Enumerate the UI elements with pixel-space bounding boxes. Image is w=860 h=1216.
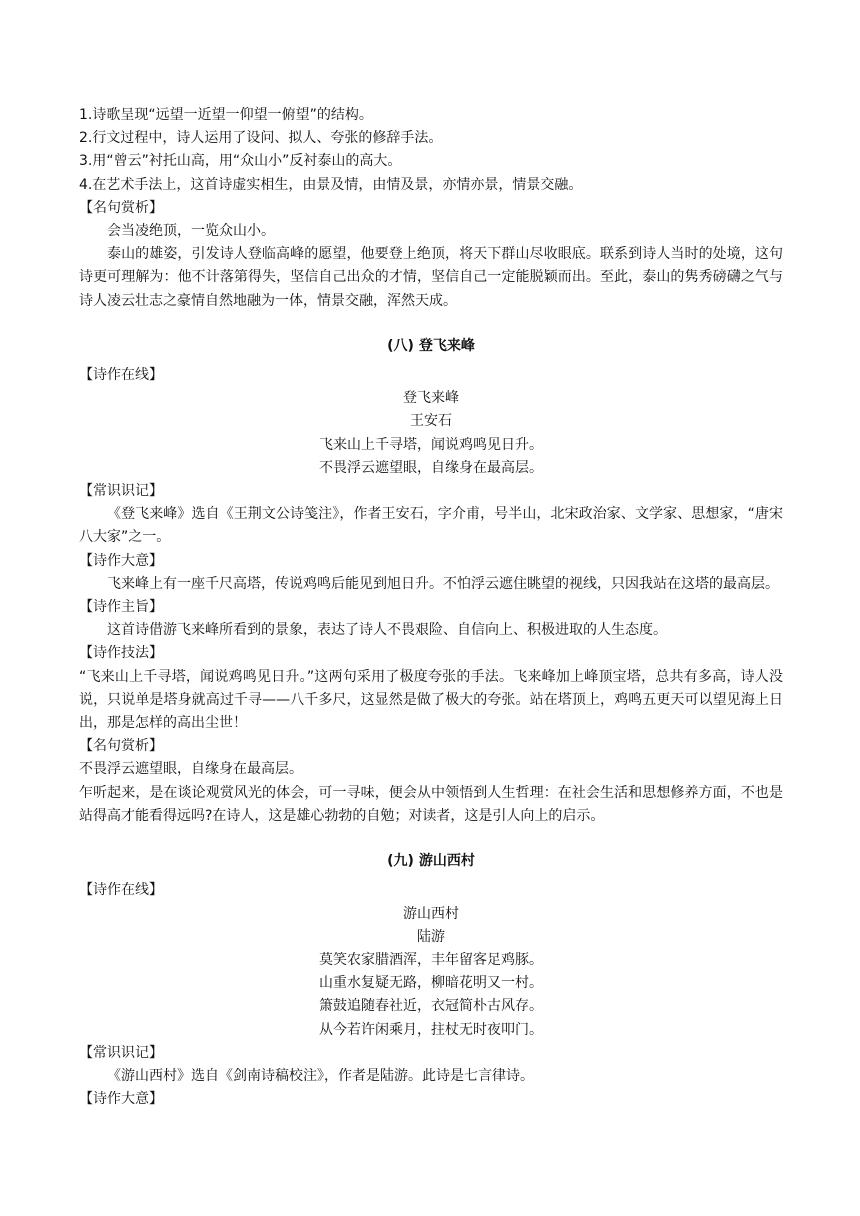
s7-famous-heading: 【名句赏析】 — [79, 199, 163, 216]
s8-theme-text: 这首诗借游飞来峰所看到的景象，表达了诗人不畏艰险、自信向上、积极进取的人生态度。 — [107, 622, 667, 639]
s8-meaning-heading: 【诗作大意】 — [79, 552, 163, 569]
s8-knowledge-heading: 【常识识记】 — [79, 483, 163, 500]
s8-poem-heading: 【诗作在线】 — [79, 367, 163, 384]
intro-point-3: 3.用“曾云”衬托山高，用“众山小”反衬泰山的高大。 — [79, 153, 402, 170]
s8-poem-line-2: 不畏浮云遮望眼，自缘身在最高层。 — [319, 459, 543, 476]
s9-knowledge-heading: 【常识识记】 — [79, 1044, 163, 1061]
s8-poem-line-1: 飞来山上千寻塔，闻说鸡鸣见日升。 — [319, 436, 543, 453]
s9-poem-line-1: 莫笑农家腊酒浑，丰年留客足鸡豚。 — [319, 951, 543, 968]
s8-famous-analysis: 乍听起来，是在谈论观赏风光的体会，可一寻味，便会从中领悟到人生哲理：在社会生活和思想修养方面，不也是站得高才能看得远吗?在诗人，这是雄心勃勃的自勉；对读者，这是引人向上的启示。 — [79, 784, 783, 824]
s9-meaning-heading: 【诗作大意】 — [79, 1091, 163, 1108]
s8-technique-text: “飞来山上千寻塔，闻说鸡鸣见日升。”这两句采用了极度夸张的手法。飞来峰加上峰顶宝塔，总共有多高，诗人没说，只说单是塔身就高过千寻——八千多尺，这显然是做了极大的夸张。站在塔顶上，鸡鸣五更天可以望见海上日出，那是怎样的高出尘世！ — [79, 668, 783, 732]
s8-theme-heading: 【诗作主旨】 — [79, 599, 163, 616]
intro-point-1: 1.诗歌呈现“远望一近望一仰望一俯望”的结构。 — [79, 107, 373, 123]
s9-poem-line-3: 箫鼓追随春社近，衣冠简朴古风存。 — [319, 998, 543, 1015]
s8-meaning-text: 飞来峰上有一座千尺高塔，传说鸡鸣后能见到旭日升。不怕浮云遮住眺望的视线，只因我站在这塔的最高层。 — [107, 575, 779, 592]
s9-poem-heading: 【诗作在线】 — [79, 882, 163, 899]
s8-poem-author: 王安石 — [410, 413, 452, 430]
s9-knowledge-text: 《游山西村》选自《剑南诗稿校注》，作者是陆游。此诗是七言律诗。 — [107, 1067, 534, 1084]
section-9-title: (九) 游山西村 — [387, 853, 475, 870]
s8-technique-heading: 【诗作技法】 — [79, 645, 163, 662]
s7-famous-analysis: 泰山的雄姿，引发诗人登临高峰的愿望，他要登上绝顶，将天下群山尽收眼底。联系到诗人当时的处境，这句诗更可理解为：他不计落第得失，坚信自己出众的才情，坚信自己一定能脱颖而出。至此，泰山的隽秀磅礴之气与诗人凌云壮志之豪情自然地融为一体，情景交融，浑然天成。 — [79, 246, 783, 309]
document-page — [79, 104, 783, 1111]
s8-famous-line: 不畏浮云遮望眼，自缘身在最高层。 — [79, 761, 303, 778]
intro-point-4: 4.在艺术手法上，这首诗虚实相生，由景及情，由情及景，亦情亦景，情景交融。 — [79, 176, 583, 193]
s8-poem-title: 登飞来峰 — [403, 390, 459, 407]
section-8-title: (八) 登飞来峰 — [387, 337, 475, 354]
intro-point-2: 2.行文过程中，诗人运用了设问、拟人、夸张的修辞手法。 — [79, 130, 443, 147]
s9-poem-author: 陆游 — [417, 928, 445, 945]
s9-poem-line-2: 山重水复疑无路，柳暗花明又一村。 — [319, 975, 543, 992]
s8-famous-heading: 【名句赏析】 — [79, 738, 163, 755]
s9-poem-title: 游山西村 — [403, 905, 459, 922]
s7-famous-line: 会当凌绝顶，一览众山小。 — [107, 223, 275, 240]
s8-knowledge-text: 《登飞来峰》选自《王荆文公诗笺注》，作者王安石，字介甫，号半山，北宋政治家、文学家、思想家，“唐宋八大家”之一。 — [79, 506, 783, 546]
s9-poem-line-4: 从今若许闲乘月，拄杖无时夜叩门。 — [319, 1021, 543, 1038]
